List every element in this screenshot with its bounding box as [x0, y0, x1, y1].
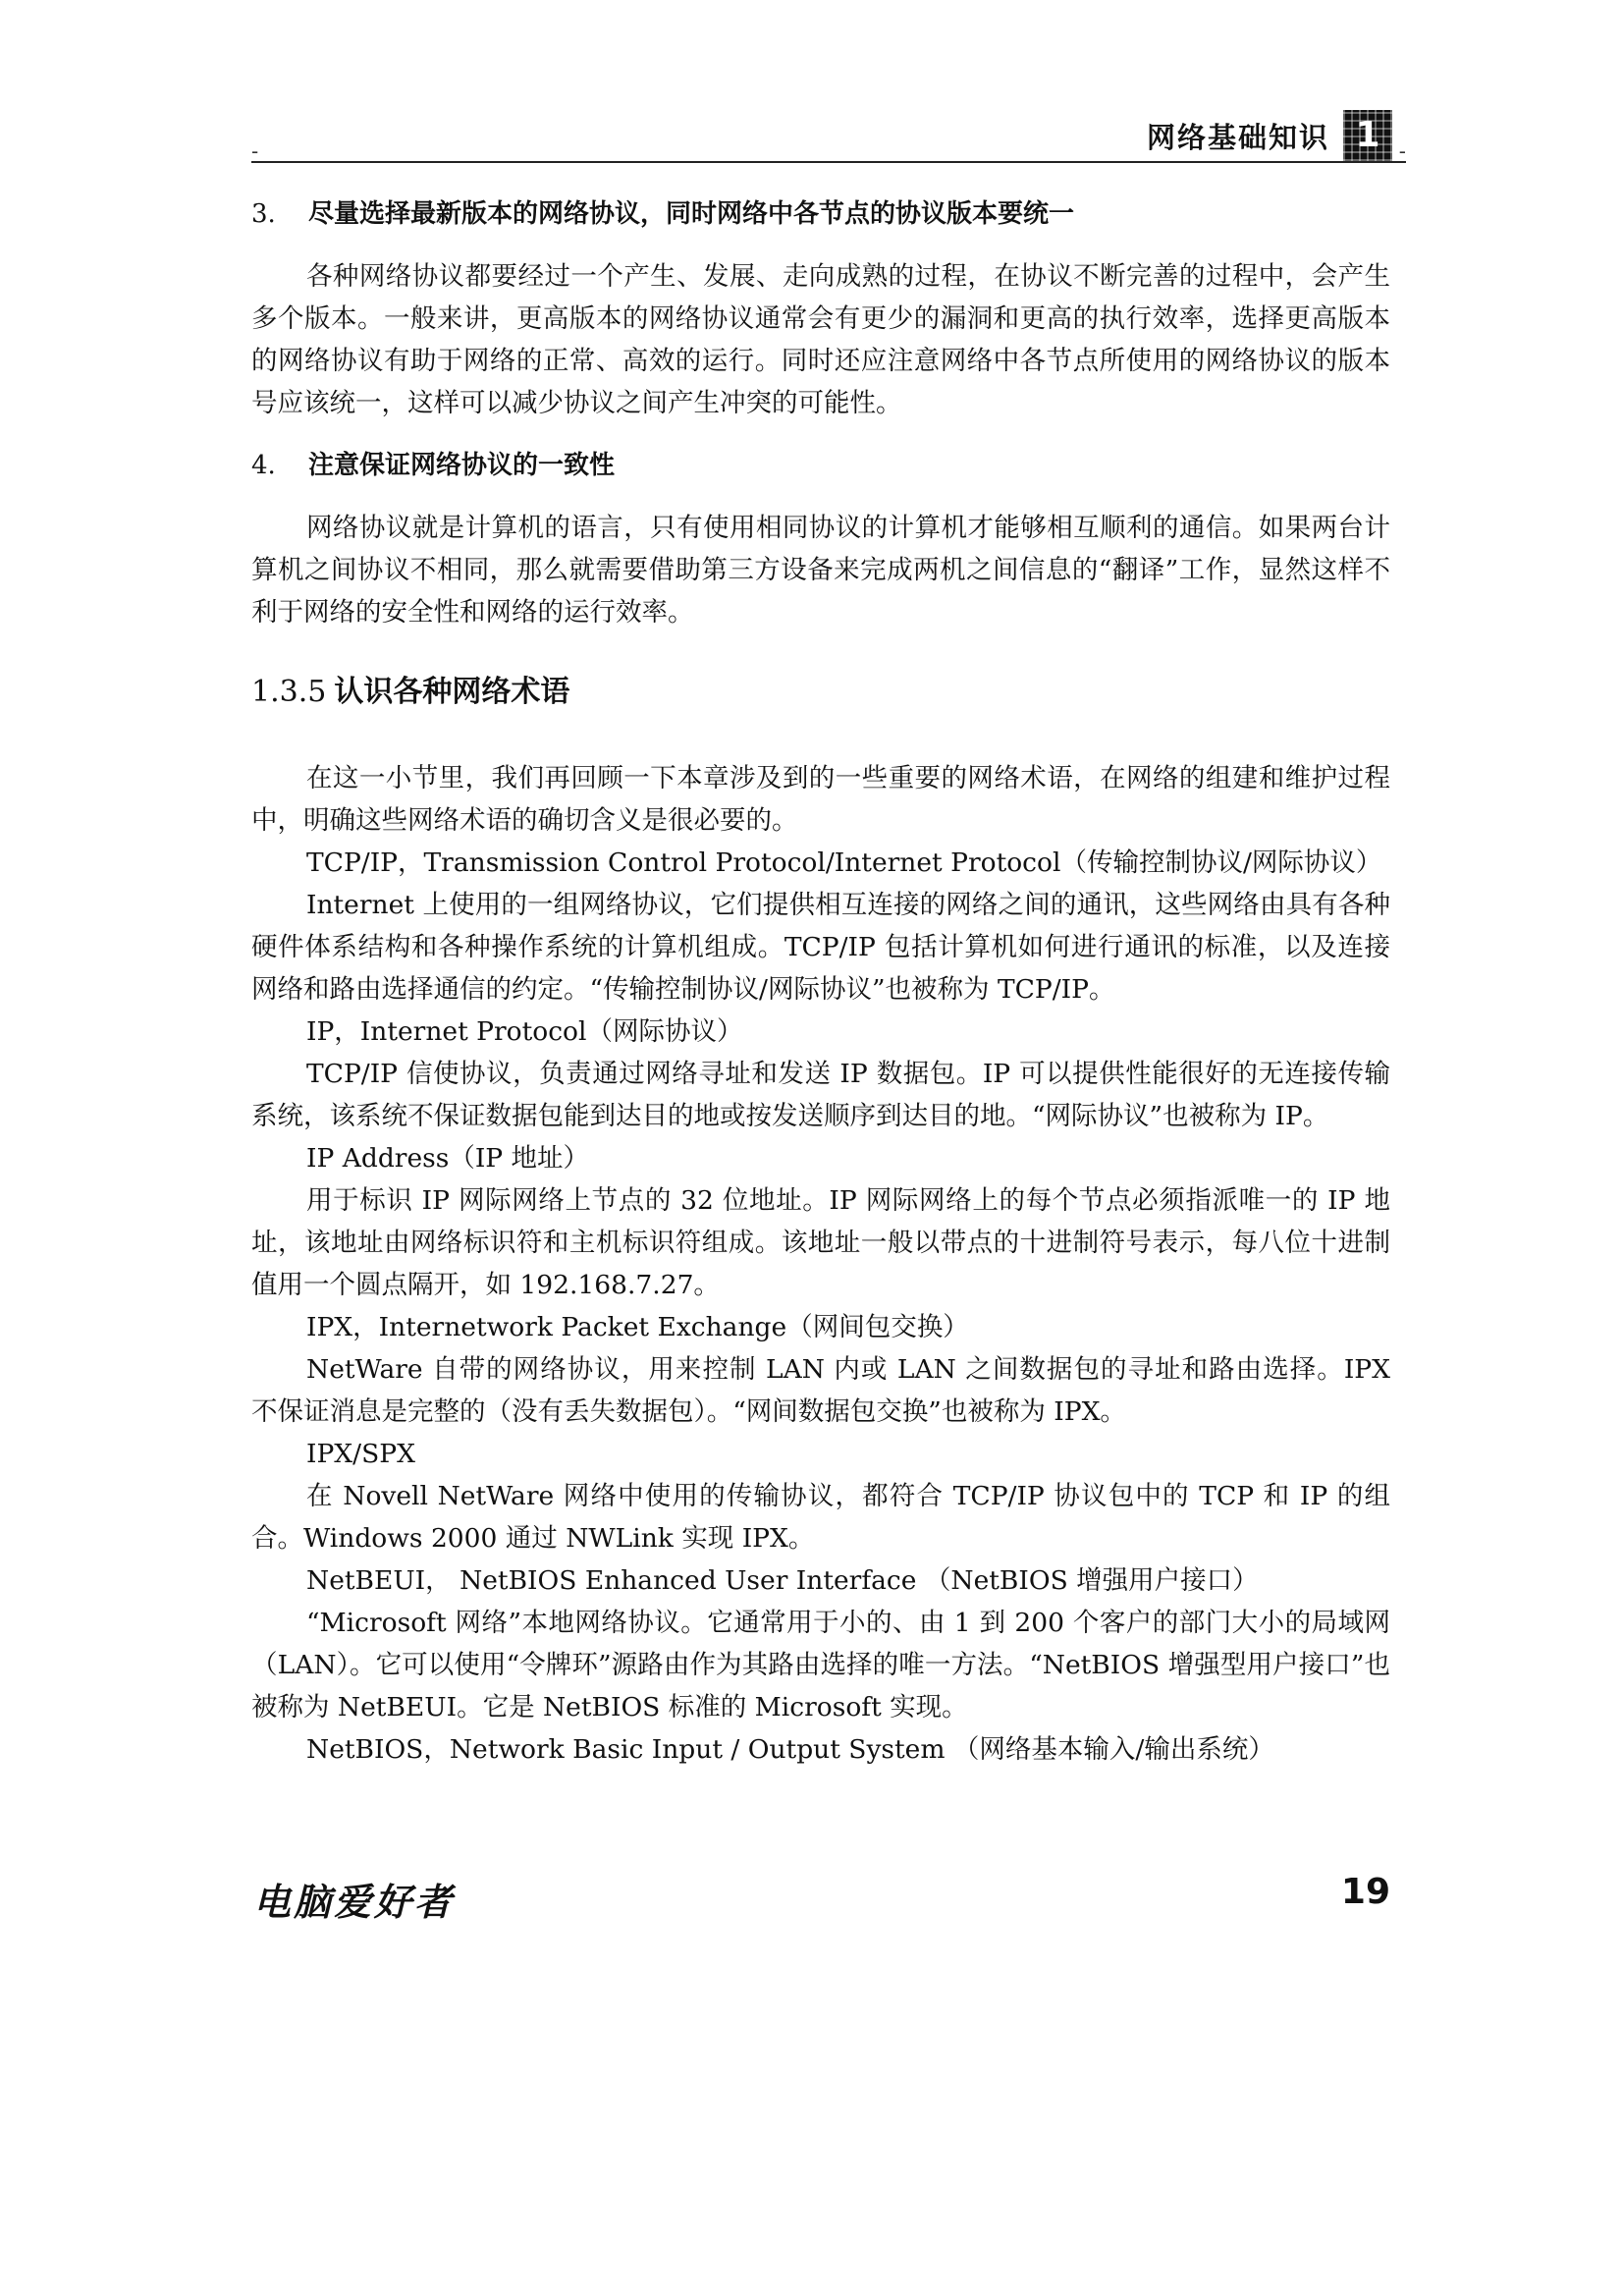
chapter-number-badge: 1: [1343, 110, 1392, 161]
section-number: 3.: [251, 199, 276, 229]
page-number: 19: [1340, 1872, 1390, 1912]
publication-logo: 电脑爱好者: [253, 1880, 456, 1924]
subsection-heading: [251, 671, 1390, 714]
section-heading-4: [251, 446, 1390, 485]
term-definition: Internet 上使用的一组网络协议，它们提供相互连接的网络之间的通讯，这些网络由具有各种硬件体系结构和各种操作系统的计算机组成。TCP/IP 包括计算机如何进行通讯的标准，以及连接网络和路由选择通信的约定。“传输控制协议/网际协议”也被称为 TCP/IP。: [251, 890, 1390, 1005]
term-definition: 在 Novell NetWare 网络中使用的传输协议，都符合 TCP/IP 协议包中的 TCP 和 IP 的组合。Windows 2000 通过 NWLink 实现 IPX。: [251, 1481, 1390, 1554]
header-title: 网络基础知识: [1146, 121, 1329, 154]
section-number: 4.: [251, 451, 276, 480]
term-heading: NetBEUI， NetBIOS Enhanced User Interface （NetBIOS 增强用户接口）: [306, 1565, 1259, 1596]
running-header: [251, 110, 1406, 161]
section-paragraph: 各种网络协议都要经过一个产生、发展、走向成熟的过程，在协议不断完善的过程中，会产生多个版本。一般来讲，更高版本的网络协议通常会有更少的漏洞和更高的执行效率，选择更高版本的网络协议有助于网络的正常、高效的运行。同时还应注意网络中各节点所使用的网络协议的版本号应该统一，这样可以减少协议之间产生冲突的可能性。: [251, 261, 1390, 418]
term-heading: IP Address（IP 地址）: [306, 1143, 590, 1174]
term-heading: NetBIOS，Network Basic Input / Output System （网络基本输入/输出系统）: [306, 1734, 1274, 1765]
term-heading: IP，Internet Protocol（网际协议）: [306, 1016, 743, 1047]
subsection-number: 1.3.5: [251, 675, 327, 709]
section-title: 注意保证网络协议的一致性: [308, 451, 616, 480]
intro-paragraph: 在这一小节里，我们再回顾一下本章涉及到的一些重要的网络术语，在网络的组建和维护过程中，明确这些网络术语的确切含义是很必要的。: [251, 763, 1390, 836]
term-definition: 用于标识 IP 网际网络上节点的 32 位地址。IP 网际网络上的每个节点必须指派唯一的 IP 地址，该地址由网络标识符和主机标识符组成。该地址一般以带点的十进制符号表示，每八位十进制值用一个圆点隔开，如 192.168.7.27。: [251, 1185, 1390, 1300]
section-heading-3: [251, 194, 1390, 234]
term-heading: TCP/IP，Transmission Control Protocol/Internet Protocol（传输控制协议/网际协议）: [306, 847, 1382, 878]
section-paragraph: 网络协议就是计算机的语言，只有使用相同协议的计算机才能够相互顺利的通信。如果两台计算机之间协议不相同，那么就需要借助第三方设备来完成两机之间信息的“翻译”工作，显然这样不利于网络的安全性和网络的运行效率。: [251, 513, 1390, 628]
page-body: [251, 194, 1390, 1771]
term-definition: NetWare 自带的网络协议，用来控制 LAN 内或 LAN 之间数据包的寻址和路由选择。IPX 不保证消息是完整的（没有丢失数据包）。“网间数据包交换”也被称为 IPX。: [251, 1354, 1390, 1427]
header-dash-right: -: [1398, 139, 1406, 163]
section-title: 尽量选择最新版本的网络协议，同时网络中各节点的协议版本要统一: [308, 199, 1075, 229]
term-heading: IPX/SPX: [306, 1439, 415, 1469]
term-definition: TCP/IP 信使协议，负责通过网络寻址和发送 IP 数据包。IP 可以提供性能很好的无连接传输系统，该系统不保证数据包能到达目的地或按发送顺序到达目的地。“网际协议”也被称为 IP。: [251, 1059, 1390, 1131]
header-dash-left: -: [251, 139, 259, 163]
subsection-title: 认识各种网络术语: [334, 675, 570, 709]
header-rule: [251, 161, 1406, 163]
term-list: [251, 757, 1390, 1771]
term-heading: IPX，Internetwork Packet Exchange（网间包交换）: [306, 1312, 969, 1342]
term-definition: “Microsoft 网络”本地网络协议。它通常用于小的、由 1 到 200 个客户的部门大小的局域网（LAN）。它可以使用“令牌环”源路由作为其路由选择的唯一方法。“NetBIOS 增强型用户接口”也被称为 NetBEUI。它是 NetBIOS 标准的 Microsoft 实现。: [251, 1608, 1390, 1722]
